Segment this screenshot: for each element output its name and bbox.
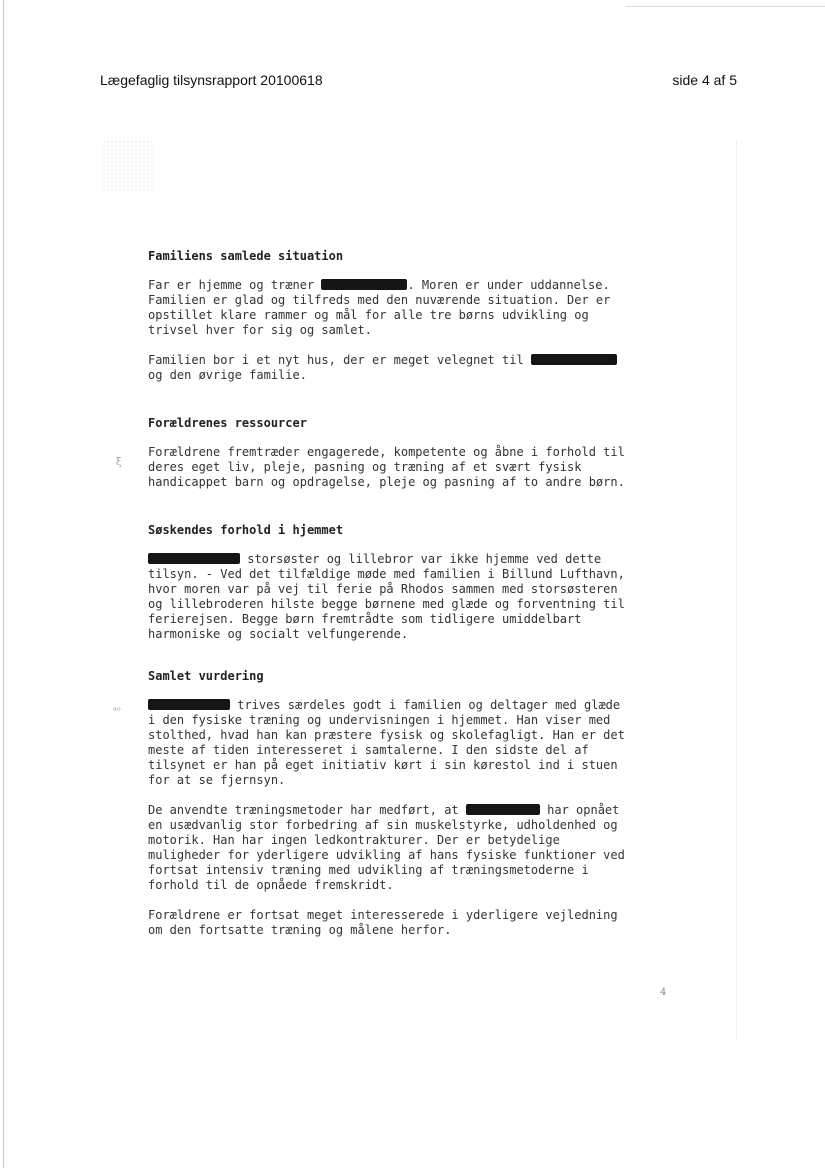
- heading-familiens-situation: Familiens samlede situation: [148, 249, 344, 263]
- document-title: Lægefaglig tilsynsrapport 20100618: [100, 72, 323, 88]
- paragraph: storsøster og lillebror var ikke hjemme ved dette tilsyn. - Ved det tilfældige møde med familien i Billund Lufthavn, hvor moren var på vej til ferie på Rhodos sammen med storsøsteren og lillebroderen hilste begge børnene med glæde og forventning til ferierejsen. Begge børn fremtrådte som tidligere umiddelbart harmoniske og socialt velfungerende.: [148, 552, 625, 641]
- scan-left-edge: [3, 0, 4, 1168]
- scan-noise: [102, 140, 154, 192]
- heading-foraeldrenes-ressourcer: Forældrenes ressourcer: [148, 416, 307, 430]
- page-header: [100, 72, 737, 88]
- document-body: [148, 249, 688, 938]
- page-number: side 4 af 5: [672, 72, 737, 88]
- paragraph: Forældrene er fortsat meget interesserede i yderligere vejledning om den fortsatte træning og målene herfor.: [148, 908, 618, 937]
- margin-mark: ξ: [116, 457, 122, 468]
- paragraph: De anvendte træningsmetoder har medført, at har opnået en usædvanlig stor forbedring af sin muskelstyrke, udholdenhed og motorik. Han har ingen ledkontrakturer. Der er betydelige muligheder for yderligere udvikling af hans fysiske funktioner ved fortsat intensiv træning med udvikling af træningsmetoderne i forhold til de opnåede fremskridt.: [148, 803, 625, 892]
- redaction-bar: [148, 553, 240, 564]
- paragraph: Familien bor i et nyt hus, der er meget velegnet til og den øvrige familie.: [148, 353, 688, 383]
- redaction-bar: [531, 354, 617, 365]
- paragraph: Forældrene fremtræder engagerede, kompetente og åbne i forhold til deres eget liv, pleje, pasning og træning af et svært fysisk handicappet barn og opdragelse, pleje og pasning af to andre børn.: [148, 445, 625, 489]
- redaction-bar: [321, 279, 407, 290]
- handwritten-page-mark: 4: [660, 987, 667, 998]
- margin-mark: ᵃᵒ: [113, 706, 121, 717]
- redaction-bar: [466, 804, 540, 815]
- heading-samlet-vurdering: Samlet vurdering: [148, 669, 264, 683]
- scan-right-shadow: [736, 140, 737, 1040]
- heading-soeskendes-forhold: Søskendes forhold i hjemmet: [148, 523, 344, 537]
- paragraph: Far er hjemme og træner . Moren er under uddannelse. Familien er glad og tilfreds med den nuværende situation. Der er opstillet klare rammer og mål for alle tre børns udvikling og trivsel hver for sig og samlet.: [148, 278, 611, 337]
- redaction-bar: [148, 699, 230, 710]
- paragraph: trives særdeles godt i familien og deltager med glæde i den fysiske træning og undervisningen i hjemmet. Han viser med stolthed, hvad han kan præstere fysisk og skolefagligt. Han er det meste af tiden interesseret i samtalerne. I den sidste del af tilsynet er han på eget initiativ kørt i sin kørestol ind i stuen for at se fjernsyn.: [148, 698, 625, 787]
- scan-top-edge: [625, 6, 825, 7]
